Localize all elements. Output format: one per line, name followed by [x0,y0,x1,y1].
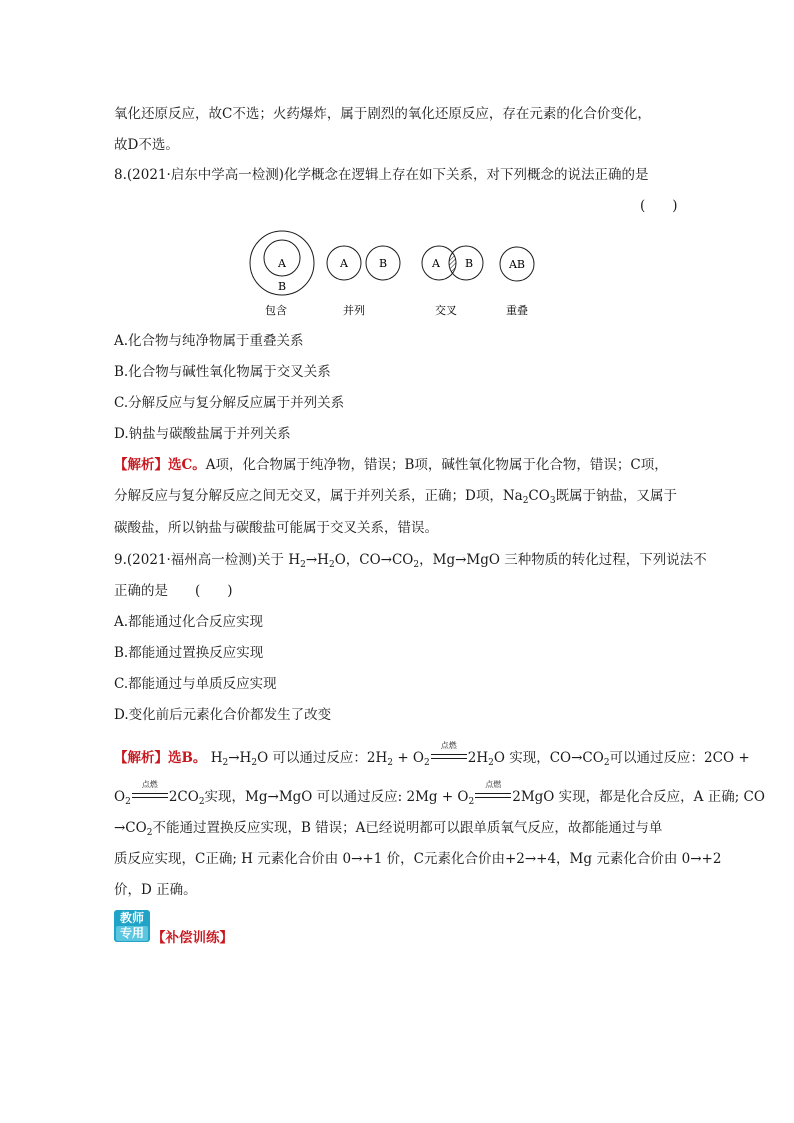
question-9-stem: 9.(2021·福州高一检测)关于 $H_2\to H_2O$，$CO\to CO_2$，Mg→MgO 三种物质的转化过程，下列说法不 [114,552,707,570]
answer-pick: 选B。 [168,750,207,766]
option-d: D.钠盐与碳酸盐属于并列关系 [114,426,291,442]
answer-blank: ( ) [640,198,678,214]
circle-a-label: A [278,257,286,270]
option-c: C.都能通过与单质反应实现 [114,676,277,692]
option-c: C.分解反应与复分解反应属于并列关系 [114,395,345,411]
analysis-line: 【解析】选C。A项，化合物属于纯净物，错误；B项，碱性氧化物属于化合物，错误；C项， [114,457,668,473]
label-overlap: 重叠 [506,304,528,317]
text-line: 氧化还原反应，故C不选；火药爆炸，属于剧烈的氧化还原反应，存在元素的化合价变化， [114,106,651,122]
analysis-line: $\to CO_2$不能通过置换反应实现，B 错误；A已经说明都可以跟单质氧气反应，故都能通过与单 [114,820,663,838]
option-a: A.都能通过化合反应实现 [114,614,264,630]
teacher-only-badge: 教师 专用 [114,910,150,942]
analysis-tag: 【解析】 [114,457,168,473]
circle-a-label: A [432,257,440,270]
analysis-line: 碳酸盐，所以钠盐与碳酸盐可能属于交叉关系，错误。 [114,520,438,536]
option-a: A.化合物与纯净物属于重叠关系 [114,333,304,349]
option-d: D.变化前后元素化合价都发生了改变 [114,707,332,723]
circle-a-label: A [340,257,348,270]
reaction-condition: 点燃 [431,749,467,763]
text-line: 故D不选。 [114,137,179,153]
option-b: B.都能通过置换反应实现 [114,645,264,661]
analysis-line: 【解析】选B。 $H_2\to H_2O$ 可以通过反应：$2H_2 + O_2$ 点燃 $2H_2O$ 实现，$CO\to CO_2$可以通过反应：2CO + [114,741,750,768]
section-title: 【补偿训练】 [152,930,233,946]
reaction-condition: 点燃 [475,788,511,802]
analysis-line: 分解反应与复分解反应之间无交叉，属于并列关系，正确；D项，$Na_2CO_3$既属于钠盐，又属于 [114,488,678,506]
circle-b-label: B [378,257,388,270]
question-9-stem-cont: 正确的是 ( ) [114,583,233,599]
logic-relation-diagram [240,228,540,323]
parallel-relation [327,246,400,280]
circle-b-label: B [464,257,474,270]
label-contain: 包含 [265,304,287,317]
answer-pick: 选C。 [168,457,206,473]
circle-ab-label: AB [508,258,526,271]
option-b: B.化合物与碱性氧化物属于交叉关系 [114,364,331,380]
reaction-condition: 点燃 [132,788,168,802]
analysis-line: 价，D 正确。 [114,882,197,898]
analysis-line: 质反应实现，C正确; H 元素化合价由 0→+1 价，C元素化合价由+2→+4，Mg 元素化合价由 0→+2 [114,851,722,867]
circle-b-label: B [277,280,287,293]
label-cross: 交叉 [435,304,457,317]
question-8-stem: 8.(2021·启东中学高一检测)化学概念在逻辑上存在如下关系，对下列概念的说法正确的是 [114,167,649,183]
analysis-tag: 【解析】 [114,750,168,766]
label-parallel: 并列 [343,304,365,317]
analysis-line: $O_2$ 点燃 $2CO_2$实现，Mg→MgO 可以通过反应: $2Mg + O_2$ 点燃 2MgO 实现，都是化合反应，A 正确; CO [114,780,765,807]
